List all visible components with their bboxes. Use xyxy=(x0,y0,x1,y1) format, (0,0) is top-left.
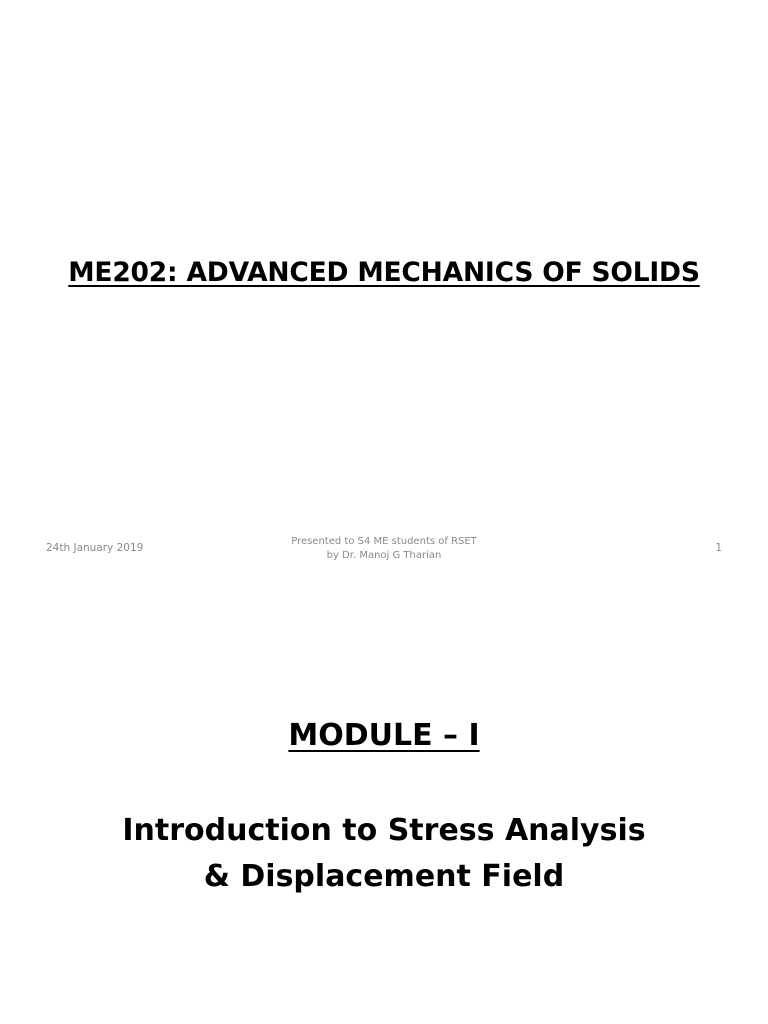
module-subtitle xyxy=(0,808,768,900)
footer-presenter xyxy=(234,535,534,563)
footer-presenter-line-2: by Dr. Manoj G Tharian xyxy=(326,550,442,561)
subtitle-line-2: & Displacement Field xyxy=(203,859,565,894)
page-number: 1 xyxy=(715,542,722,554)
slide-title: ME202: ADVANCED MECHANICS OF SOLIDS xyxy=(68,257,700,288)
module-title: MODULE – I xyxy=(288,718,480,753)
footer-date: 24th January 2019 xyxy=(46,542,144,554)
slide-2 xyxy=(0,576,768,1024)
footer-presenter-line-1: Presented to S4 ME students of RSET xyxy=(291,536,477,547)
subtitle-line-1: Introduction to Stress Analysis xyxy=(122,813,646,848)
